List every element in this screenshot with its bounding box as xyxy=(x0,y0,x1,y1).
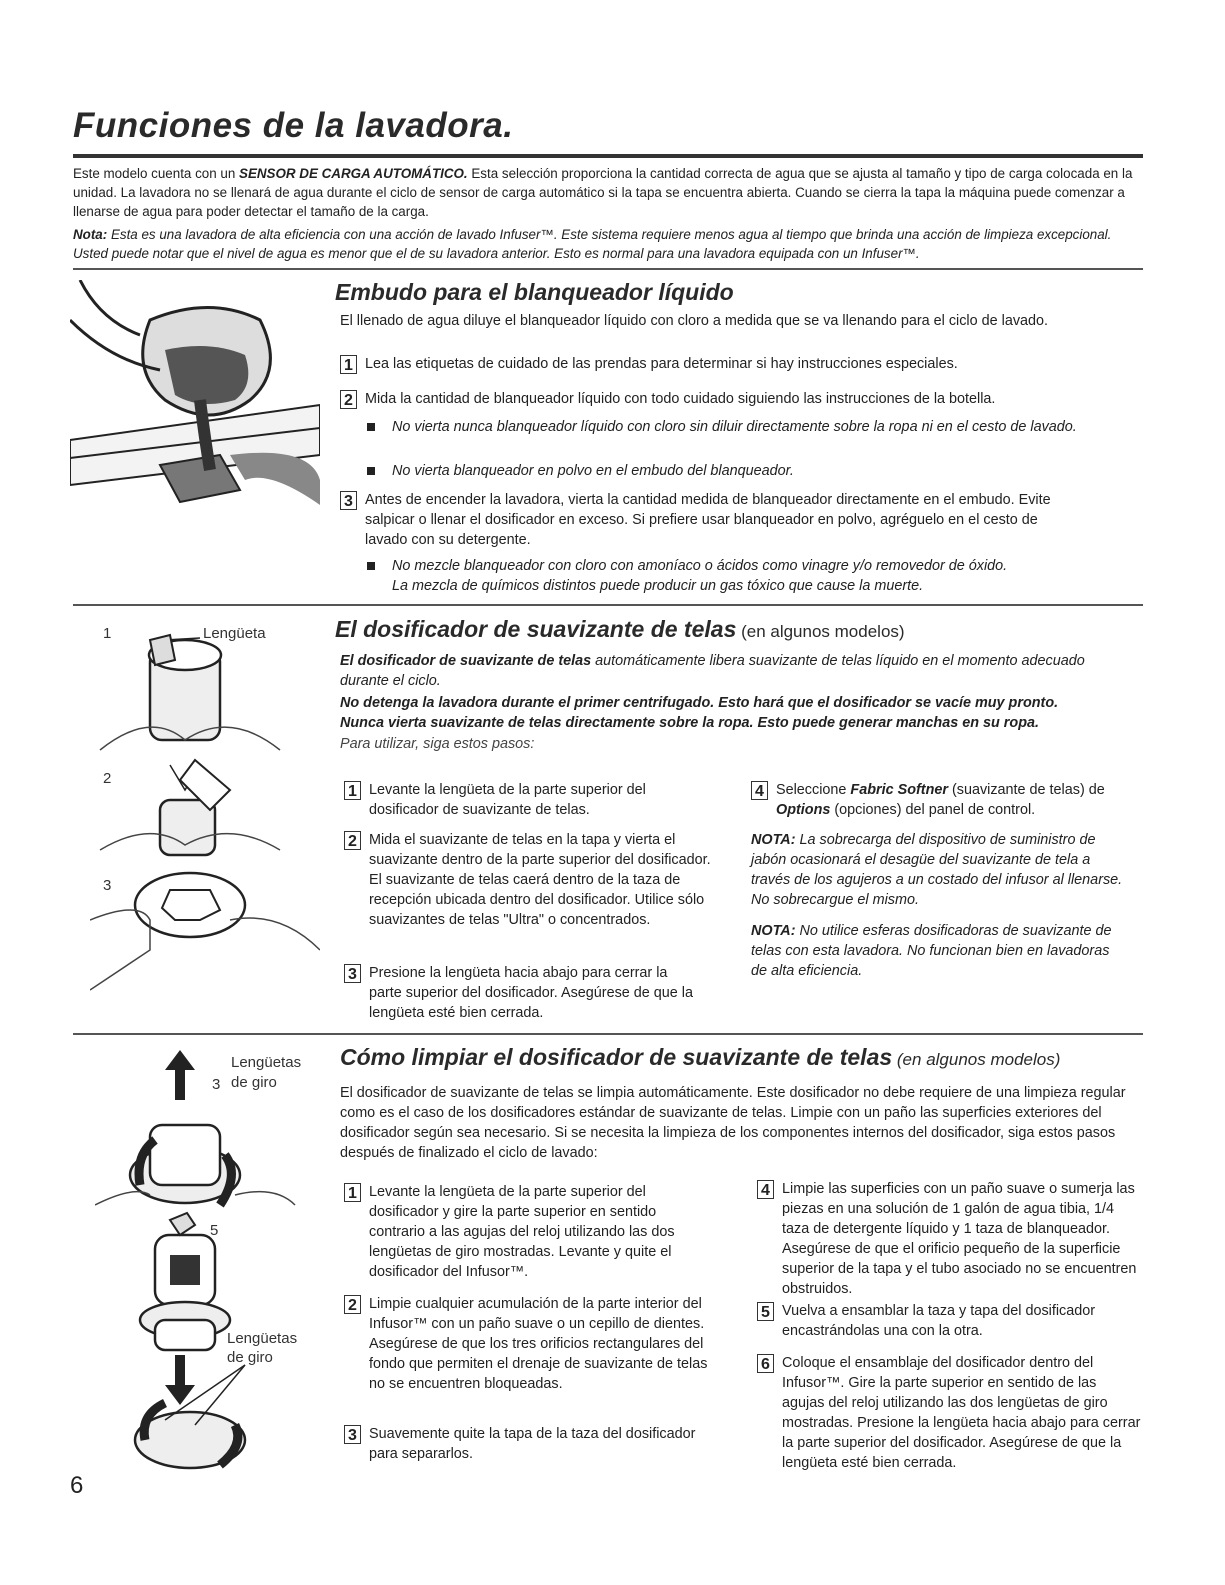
step-number: 2 xyxy=(344,831,361,850)
softener-intro: El dosificador de suavizante de telas automáticamente libera suavizante de telas líquido en el momento adecuado durante el ciclo. xyxy=(340,653,1085,689)
figure-number-3: 3 xyxy=(103,877,112,894)
step-number: 3 xyxy=(344,1425,361,1444)
step-number: 3 xyxy=(340,491,357,510)
softener-use: Para utilizar, siga estos pasos: xyxy=(340,736,535,752)
step-number: 4 xyxy=(751,781,768,800)
cleaning-step-5: 5 Vuelva a ensamblar la taza y tapa del dosificador encastrándolas una con la otra. xyxy=(757,1301,1142,1341)
bleach-bullet-1: No vierta nunca blanqueador líquido con cloro sin diluir directamente sobre la ropa ni en el cesto de lavado. xyxy=(363,417,1093,437)
softener-step-2: 2 Mida el suavizante de telas en la tapa y vierta el suavizante dentro de la parte superior del dosificador. El suavizante de telas caerá dentro de la taza de recepción ubicada dentro del dosificador. Utilice sólo suavizantes de telas "Ultra" o concentrados. xyxy=(344,830,714,930)
section-rule xyxy=(73,1033,1143,1035)
figure-label-twist-tabs-bottom-1: Lengüetas xyxy=(227,1330,298,1347)
softener-step-1: 1 Levante la lengüeta de la parte superior del dosificador de suavizante de telas. xyxy=(344,780,704,820)
step-number: 2 xyxy=(340,390,357,409)
intro-paragraph: Este modelo cuenta con un SENSOR DE CARGA AUTOMÁTICO. Esta selección proporciona la cantidad correcta de agua que se ajusta al tamaño y tipo de carga colocada en la unidad. La lavadora no se llenará de agua durante el ciclo de sensor de carga automático si la tapa se encuentra abierta. Cuando se cierra la tapa la máquina puede comenzar a llenarse de agua para poder detectar el tamaño de la carga. xyxy=(73,166,1133,219)
cleaning-lead: El dosificador de suavizante de telas se limpia automáticamente. Este dosificador no debe requiere de una limpieza regular como es el caso de los dosificadores estándar de suavizante de telas. Limpie con un paño las superficies exteriores del dosificador según sea necesario. Si se necesita la limpieza de los componentes internos del dosificador, siga estos pasos después de finalizado el ciclo de lavado: xyxy=(340,1085,1126,1161)
title-rule xyxy=(73,154,1143,158)
bleach-lead: El llenado de agua diluye el blanqueador líquido con cloro a medida que se va llenando para el ciclo de lavado. xyxy=(340,313,1049,329)
bleach-bullet-3: No mezcle blanqueador con cloro con amoníaco o ácidos como vinagre y/o removedor de óxido. La mezcla de químicos distintos puede producir un gas tóxico que cause la muerte. xyxy=(363,556,1093,596)
figure-number-1: 1 xyxy=(103,625,112,642)
bleach-step-1: 1 Lea las etiquetas de cuidado de las prendas para determinar si hay instrucciones especiales. xyxy=(340,354,1140,374)
step-number: 1 xyxy=(344,781,361,800)
softener-step-3: 3 Presione la lengüeta hacia abajo para cerrar la parte superior del dosificador. Asegúrese de que la lengüeta esté bien cerrada. xyxy=(344,963,704,1023)
figure-label-twist-tabs-top-1: Lengüetas xyxy=(231,1054,302,1071)
bleach-pitcher-illustration xyxy=(70,280,320,515)
step-number: 3 xyxy=(344,964,361,983)
section-rule xyxy=(73,604,1143,606)
page-number: 6 xyxy=(70,1472,84,1499)
intro-text xyxy=(73,164,1143,263)
cleaning-step-1: 1 Levante la lengüeta de la parte superior del dosificador y gire la parte superior en sentido contrario a las agujas del reloj utilizando las dos lengüetas de giro mostradas. Levante y quite el dosificador del Infusor™. xyxy=(344,1182,714,1282)
softener-dispenser-illustration xyxy=(90,620,320,1000)
softener-note-1: NOTA: La sobrecarga del dispositivo de suministro de jabón ocasionará el desagüe del suavizante de tela a través de los agujeros a un costado del infusor al llenarse. No sobrecargue el mismo. xyxy=(751,832,1123,908)
step-number: 6 xyxy=(757,1354,774,1373)
step-number: 2 xyxy=(344,1295,361,1314)
softener-heading: El dosificador de suavizante de telas (en algunos modelos) xyxy=(335,616,905,642)
softener-step-4: 4 Seleccione Fabric Softner (suavizante de telas) de Options (opciones) del panel de control. xyxy=(751,780,1146,820)
bleach-step-3: 3 Antes de encender la lavadora, vierta la cantidad medida de blanqueador directamente en el embudo. Evite salpicar o llenar el dosificador en exceso. Si prefiere usar blanqueador en polvo, agréguelo en el cesto de lavado con su detergente. xyxy=(340,490,1060,550)
page-title: Funciones de la lavadora. xyxy=(73,106,514,145)
cleaning-step-4: 4 Limpie las superficies con un paño suave o sumerja las piezas en una solución de 1 galón de agua tibia, 1/4 taza de detergente líquido y 1 taza de blanqueador. Asegúrese de que el orificio pequeño de la superficie superior de la tapa y el tubo asociado no se encuentren obstruidos. xyxy=(757,1179,1142,1299)
section-rule xyxy=(73,268,1143,270)
cleaning-step-3: 3 Suavemente quite la tapa de la taza del dosificador para separarlos. xyxy=(344,1424,704,1464)
cleaning-step-6: 6 Coloque el ensamblaje del dosificador dentro del Infusor™. Gire la parte superior en sentido de las agujas del reloj utilizando las dos lengüetas de giro mostradas. Presione la lengüeta hacia abajo para cerrar la parte superior del dosificador. Asegúrese de que la lengüeta esté bien cerrada. xyxy=(757,1353,1142,1473)
figure-label-twist-tabs-top-2: de giro xyxy=(231,1074,277,1091)
step-number: 4 xyxy=(757,1180,774,1199)
cleaning-dispenser-illustration xyxy=(95,1045,325,1485)
figure-label-twist-tabs-bottom-2: de giro xyxy=(227,1349,273,1366)
step-number: 1 xyxy=(340,355,357,374)
cleaning-step-2: 2 Limpie cualquier acumulación de la parte interior del Infusor™ con un paño suave o un cepillo de dientes. Asegúrese de que los tres orificios rectangulares del fondo que permiten el drenaje de suavizante de telas no se encuentren bloqueadas. xyxy=(344,1294,719,1394)
figure-number-2: 2 xyxy=(103,770,112,787)
softener-warning-1: No detenga la lavadora durante el primer centrifugado. Esto hará que el dosificador se vacíe muy pronto. xyxy=(340,695,1059,711)
figure-label-tab: Lengüeta xyxy=(203,625,266,642)
intro-note: Nota: Esta es una lavadora de alta eficiencia con una acción de lavado Infuser™. Este sistema requiere menos agua al tiempo que brinda una acción de limpieza excepcional. Usted puede notar que el nivel de agua es menor que el de su lavadora anterior. Esto es normal para una lavadora equipada con un Infuser™. xyxy=(73,227,1112,261)
bleach-heading: Embudo para el blanqueador líquido xyxy=(335,279,734,305)
softener-warning-2: Nunca vierta suavizante de telas directamente sobre la ropa. Esto puede generar manchas en su ropa. xyxy=(340,715,1039,731)
step-number: 1 xyxy=(344,1183,361,1202)
bleach-step-2: 2 Mida la cantidad de blanqueador líquido con todo cuidado siguiendo las instrucciones de la botella. xyxy=(340,389,1140,409)
figure-number-3: 3 xyxy=(212,1076,221,1093)
softener-note-2: NOTA: No utilice esferas dosificadoras de suavizante de telas con esta lavadora. No funcionan bien en lavadoras de alta eficiencia. xyxy=(751,923,1112,979)
cleaning-heading: Cómo limpiar el dosificador de suavizante de telas (en algunos modelos) xyxy=(340,1044,1061,1070)
step-number: 5 xyxy=(757,1302,774,1321)
bleach-bullet-2: No vierta blanqueador en polvo en el embudo del blanqueador. xyxy=(363,461,1093,481)
figure-number-5: 5 xyxy=(210,1222,219,1239)
